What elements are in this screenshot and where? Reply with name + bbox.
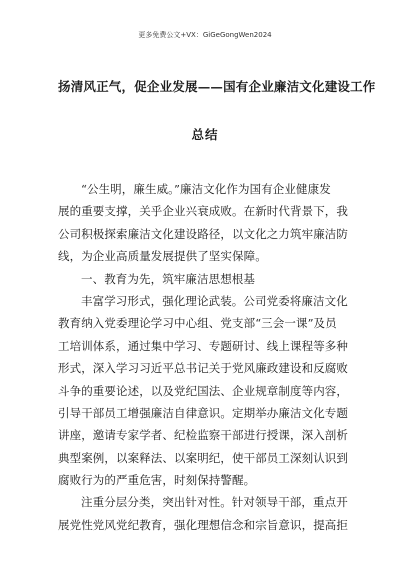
body-line: 讲座，邀请专家学者、纪检监察干部进行授课，深入剖析	[58, 428, 348, 443]
document-title-continuation: 总结	[191, 127, 219, 142]
header-note: 更多免费公文+VX：GiGeGongWen2024	[138, 31, 272, 39]
section-heading: 一、教育为先，筑牢廉洁思想根基	[81, 271, 255, 286]
body-line: 腐败行为的严重危害，时刻保持警醒。	[58, 473, 256, 488]
body-line: 展的重要支撑，关乎企业兴衰成败。在新时代背景下，我	[58, 204, 348, 219]
body-line: 线，为企业高质量发展提供了坚实保障。	[58, 249, 267, 264]
body-line: 教育纳入党委理论学习中心组、党支部“三会一课”及员	[58, 316, 337, 331]
body-line: 公司积极探索廉洁文化建设路径，以文化之力筑牢廉洁防	[58, 226, 348, 241]
body-line: 工培训体系，通过集中学习、专题研讨、线上课程等多种	[58, 338, 348, 353]
body-line: 展党性党风党纪教育，强化理想信念和宗旨意识，提高拒	[58, 517, 348, 532]
document-title: 扬清风正气，促企业发展——国有企业廉洁文化建设工作	[58, 79, 376, 94]
body-line: 斗争的重要论述，以及党纪国法、企业规章制度等内容，	[58, 383, 348, 398]
body-line: 注重分层分类，突出针对性。针对领导干部，重点开	[81, 495, 348, 510]
body-line: 丰富学习形式，强化理论武装。公司党委将廉洁文化	[81, 293, 348, 308]
body-line: 引导干部员工增强廉洁自律意识。定期举办廉洁文化专题	[58, 405, 348, 420]
body-line: “公生明，廉生威。”廉洁文化作为国有企业健康发	[81, 182, 331, 196]
document-body	[58, 178, 354, 536]
body-line: 典型案例，以案释法、以案明纪，使干部员工深刻认识到	[58, 450, 348, 465]
body-line: 形式，深入学习习近平总书记关于党风廉政建设和反腐败	[58, 361, 348, 376]
